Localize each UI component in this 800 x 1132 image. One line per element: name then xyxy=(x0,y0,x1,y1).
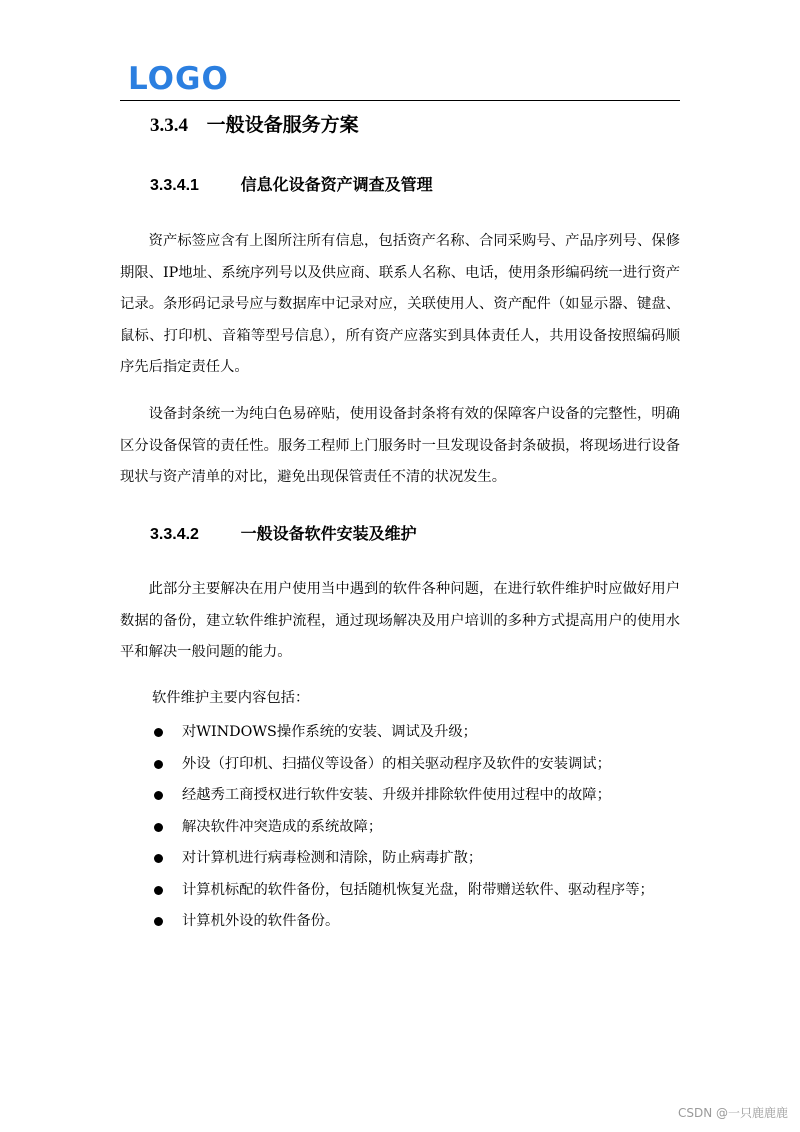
list-item xyxy=(152,717,682,749)
list-item xyxy=(152,749,682,781)
bullet-icon xyxy=(154,823,163,832)
list-item xyxy=(152,906,682,938)
subsection-title-2: 一般设备软件安装及维护 xyxy=(240,524,417,543)
list-item xyxy=(152,843,682,875)
bullet-icon xyxy=(154,728,163,737)
list-item-text: 对WINDOWS操作系统的安装、调试及升级； xyxy=(182,724,477,740)
section-number: 3.3.4 xyxy=(150,115,188,136)
subsection-number-2: 3.3.4.2 xyxy=(150,526,199,543)
paragraph-software-maintenance: 此部分主要解决在用户使用当中遇到的软件各种问题，在进行软件维护时应做好用户数据的备份，建立软件维护流程，通过现场解决及用户培训的多种方式提高用户的使用水平和解决一般问题的能力。 xyxy=(120,581,680,660)
list-item-text: 对计算机进行病毒检测和清除，防止病毒扩散； xyxy=(182,850,483,866)
logo: LOGO xyxy=(128,61,229,97)
subsection-heading-1 xyxy=(150,173,433,198)
bullet-icon xyxy=(154,917,163,926)
list-item-text: 经越秀工商授权进行软件安装、升级并排除软件使用过程中的故障； xyxy=(182,787,611,803)
list-item-text: 计算机标配的软件备份，包括随机恢复光盘，附带赠送软件、驱动程序等； xyxy=(182,881,654,898)
list-intro: 软件维护主要内容包括： xyxy=(152,690,310,706)
section-title: 一般设备服务方案 xyxy=(206,114,359,136)
header-divider xyxy=(120,100,680,101)
list-item xyxy=(152,812,682,844)
subsection-title-1: 信息化设备资产调查及管理 xyxy=(240,175,433,194)
list-item xyxy=(152,875,682,907)
bullet-icon xyxy=(154,854,163,863)
paragraph-device-seal: 设备封条统一为纯白色易碎贴，使用设备封条将有效的保障客户设备的完整性，明确区分设备保管的责任性。服务工程师上门服务时一旦发现设备封条破损，将现场进行设备现状与资产清单的对比，避免出现保管责任不清的状况发生。 xyxy=(120,406,680,485)
list-item-text: 解决软件冲突造成的系统故障； xyxy=(182,818,383,835)
list-item xyxy=(152,780,682,812)
bullet-icon xyxy=(154,791,163,800)
list-item-text: 计算机外设的软件备份。 xyxy=(182,913,340,929)
csdn-watermark: CSDN @一只鹿鹿鹿 xyxy=(677,1106,788,1120)
section-heading xyxy=(150,112,359,139)
maintenance-list xyxy=(152,717,682,938)
list-item-text: 外设（打印机、扫描仪等设备）的相关驱动程序及软件的安装调试； xyxy=(182,755,611,772)
subsection-number-1: 3.3.4.1 xyxy=(150,177,199,194)
paragraph-asset-label: 资产标签应含有上图所注所有信息，包括资产名称、合同采购号、产品序列号、保修期限、IP地址、系统序列号以及供应商、联系人名称、电话，使用条形编码统一进行资产记录。条形码记录号应与数据库中记录对应，关联使用人、资产配件（如显示器、键盘、鼠标、打印机、音箱等型号信息），所有资产应落实到具体责任人，共用设备按照编码顺序先后指定责任人。 xyxy=(120,233,680,375)
subsection-heading-2 xyxy=(150,522,417,547)
bullet-icon xyxy=(154,760,163,769)
bullet-icon xyxy=(154,886,163,895)
